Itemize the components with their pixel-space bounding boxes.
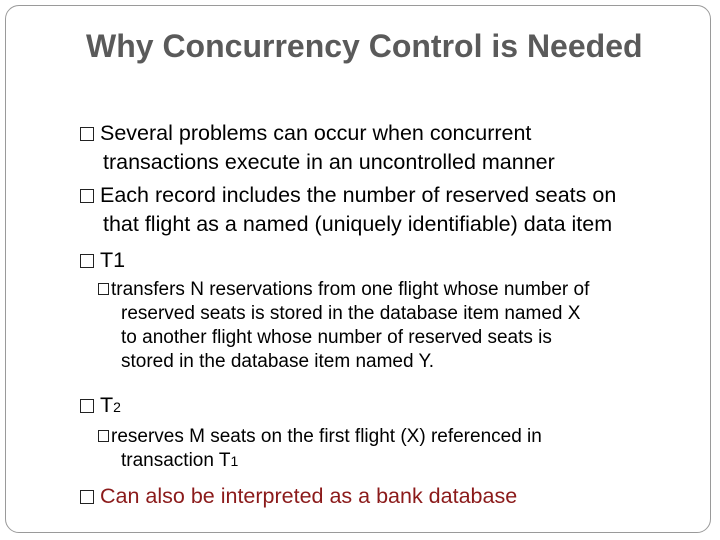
bullet-text-continued: reserved seats is stored in the database item named X [121, 303, 581, 324]
bullet-text: Can also be interpreted as a bank database [100, 484, 518, 508]
bullet-text: reserves M seats on the first flight (X) referenced in [111, 426, 542, 447]
bullet-t1 [80, 246, 280, 275]
bullet-text: Several problems can occur when concurrent [100, 121, 532, 145]
bullet-text-continued: transactions execute in an uncontrolled manner [103, 150, 555, 174]
bullet-text: T [100, 393, 114, 417]
bullet-problems [80, 119, 690, 177]
bullet-subscript: 2 [113, 399, 121, 415]
square-bullet-icon [80, 490, 94, 504]
square-bullet-icon [98, 283, 109, 295]
bullet-text-continued: stored in the database item named Y. [121, 351, 435, 372]
sub-bullet-t2-reserves [98, 425, 658, 473]
bullet-text: transfers N reservations from one flight whose number of [111, 279, 590, 300]
square-bullet-icon [80, 254, 94, 268]
slide-title: Why Concurrency Control is Needed [86, 28, 643, 64]
bullet-text-continued: to another flight whose number of reserved seats is [121, 327, 552, 348]
bullet-bank-database [80, 482, 690, 511]
bullet-text-continued: that flight as a named (uniquely identifiable) data item [103, 212, 613, 236]
bullet-text: T1 [100, 248, 126, 272]
sub-bullet-t1-transfers [98, 278, 688, 374]
bullet-text: Each record includes the number of reserved seats on [100, 183, 617, 207]
bullet-text-continued [98, 449, 658, 473]
bullet-t2 [80, 391, 280, 422]
bullet-subscript: 1 [230, 453, 239, 469]
square-bullet-icon [80, 127, 94, 141]
bullet-record [80, 181, 695, 239]
square-bullet-icon [98, 430, 109, 442]
bullet-text: transaction T [121, 450, 231, 471]
square-bullet-icon [80, 189, 94, 203]
square-bullet-icon [80, 399, 94, 413]
